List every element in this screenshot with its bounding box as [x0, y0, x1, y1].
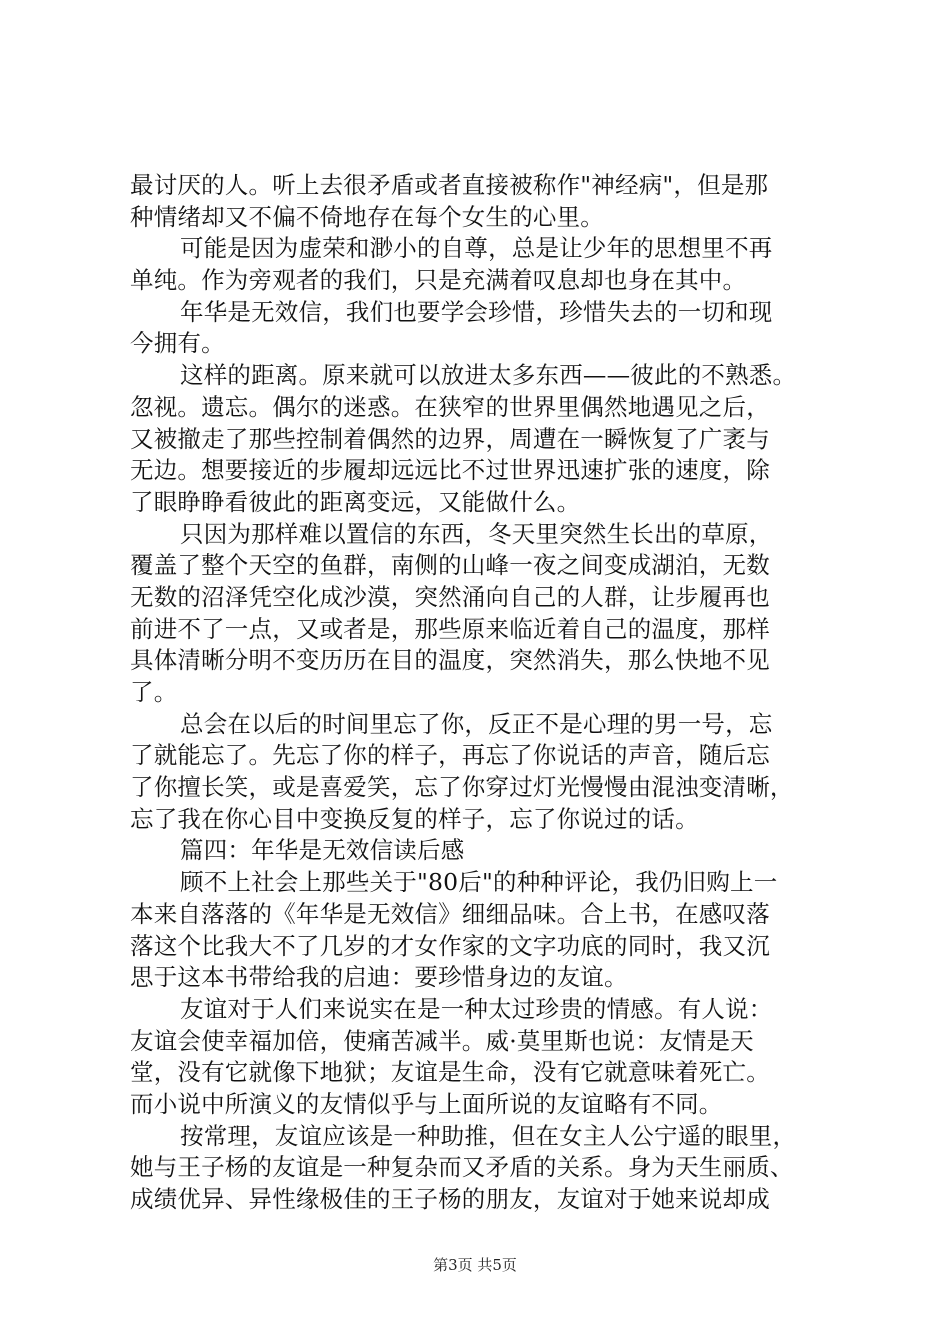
text-line: 忽视。遗忘。偶尔的迷惑。在狭窄的世界里偶然地遇见之后， [130, 392, 770, 421]
text-line: 她与王子杨的友谊是一种复杂而又矛盾的关系。身为天生丽质、 [130, 1153, 794, 1182]
paragraph-start-line: 友谊对于人们来说实在是一种太过珍贵的情感。有人说： [180, 994, 773, 1023]
paragraph-start-line: 这样的距离。原来就可以放进太多东西——彼此的不熟悉。 [180, 361, 797, 390]
paragraph-start-line: 顾不上社会上那些关于"80后"的种种评论，我仍旧购上一 [180, 868, 778, 897]
text-line: 了就能忘了。先忘了你的样子，再忘了你说话的声音，随后忘 [130, 741, 770, 770]
text-line: 成绩优异、异性缘极佳的王子杨的朋友，友谊对于她来说却成 [130, 1185, 770, 1213]
text-line: 而小说中所演义的友情似乎与上面所说的友谊略有不同。 [130, 1089, 723, 1118]
text-line: 了。 [130, 678, 178, 706]
text-line: 今拥有。 [130, 329, 225, 358]
paragraph-start-line: 只因为那样难以置信的东西，冬天里突然生长出的草原， [180, 519, 773, 548]
text-line: 了眼睁睁看彼此的距离变远，又能做什么。 [130, 487, 581, 516]
text-line: 具体清晰分明不变历历在目的温度，突然消失，那么快地不见 [130, 646, 770, 675]
text-line: 种情绪却又不偏不倚地存在每个女生的心里。 [130, 202, 604, 231]
text-line: 落这个比我大不了几岁的才女作家的文字功底的同时，我又沉 [130, 931, 770, 960]
text-line: 最讨厌的人。听上去很矛盾或者直接被称作"神经病"，但是那 [130, 171, 769, 199]
text-line: 又被撤走了那些控制着偶然的边界，周遭在一瞬恢复了广袤与 [130, 424, 770, 453]
text-line: 了你擅长笑，或是喜爱笑，忘了你穿过灯光慢慢由混浊变清晰， [130, 773, 794, 802]
paragraph-start-line: 篇四：年华是无效信读后感 [180, 836, 465, 865]
text-line: 友谊会使幸福加倍，使痛苦减半。威·莫里斯也说：友情是天 [130, 1026, 754, 1055]
paragraph-start-line: 年华是无效信，我们也要学会珍惜，珍惜失去的一切和现 [180, 297, 773, 326]
text-line: 单纯。作为旁观者的我们，只是充满着叹息却也身在其中。 [130, 266, 747, 295]
text-line: 无数的沼泽凭空化成沙漠，突然涌向自己的人群，让步履再也 [130, 582, 770, 611]
body-text [130, 170, 835, 1216]
text-line: 忘了我在你心目中变换反复的样子，忘了你说过的话。 [130, 804, 699, 833]
text-line: 本来自落落的《年华是无效信》细细品味。合上书，在感叹落 [130, 899, 770, 928]
text-line: 前进不了一点，又或者是，那些原来临近着自己的温度，那样 [130, 614, 770, 643]
paragraph-start-line: 按常理，友谊应该是一种助推，但在女主人公宁遥的眼里， [180, 1121, 797, 1150]
page-footer: 第3页 共5页 [433, 1256, 517, 1274]
paragraph-start-line: 可能是因为虚荣和渺小的自尊，总是让少年的思想里不再 [180, 234, 773, 263]
text-line: 无边。想要接近的步履却远远比不过世界迅速扩张的速度，除 [130, 456, 770, 485]
paragraph-start-line: 总会在以后的时间里忘了你，反正不是心理的男一号，忘 [180, 709, 773, 738]
text-line: 覆盖了整个天空的鱼群，南侧的山峰一夜之间变成湖泊，无数 [130, 551, 770, 580]
text-line: 堂，没有它就像下地狱；友谊是生命，没有它就意味着死亡。 [130, 1058, 770, 1087]
text-line: 思于这本书带给我的启迪：要珍惜身边的友谊。 [130, 963, 628, 992]
